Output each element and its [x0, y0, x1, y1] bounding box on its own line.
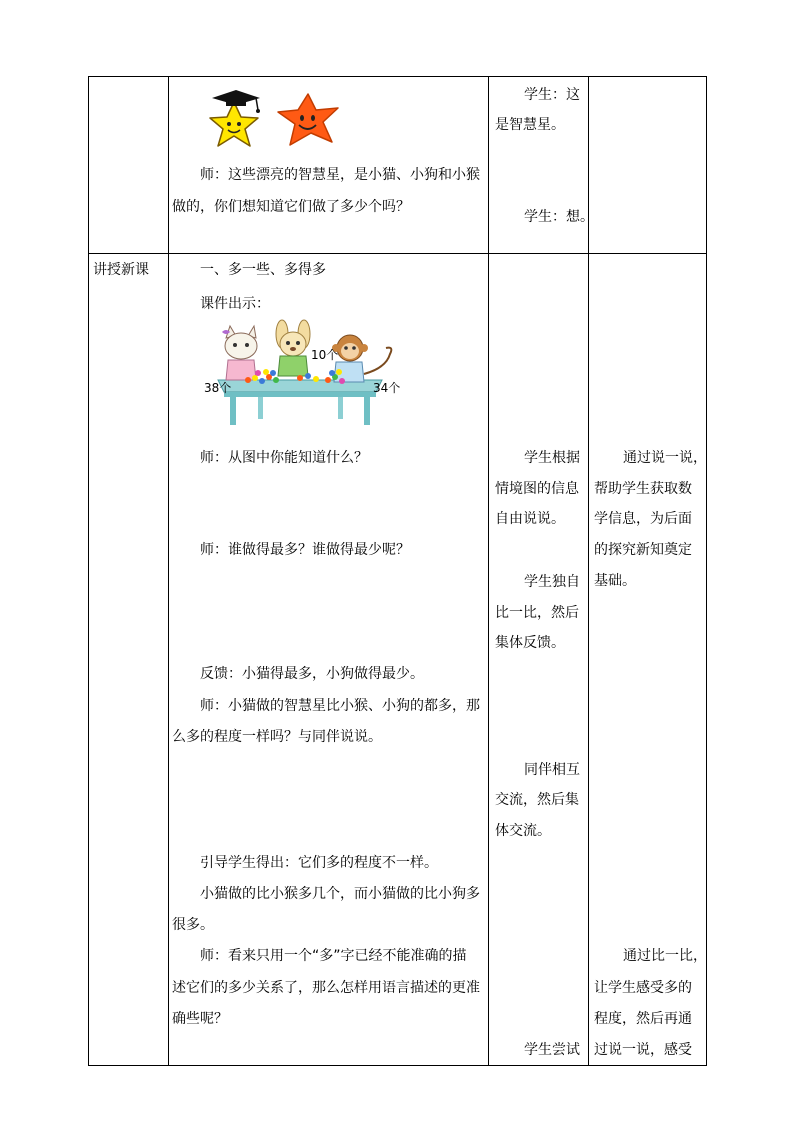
cat-icon	[222, 326, 257, 380]
table-right-border	[706, 76, 707, 1066]
design-intent-line: 帮助学生获取数	[594, 481, 692, 497]
student-activity-line: 比一比，然后	[495, 605, 579, 621]
monkey-icon	[332, 335, 391, 382]
student-response-1b: 是智慧星。	[495, 117, 565, 133]
column-divider-2	[488, 76, 489, 1066]
table-icon	[218, 380, 382, 425]
student-response-1a: 学生：这	[524, 87, 580, 103]
design-intent-line: 程度，然后再通	[594, 1011, 692, 1027]
design-intent-line: 的探究新知奠定	[594, 542, 692, 558]
student-activity-line: 集体反馈。	[495, 635, 565, 651]
dog-count-label: 10个	[311, 348, 339, 362]
teacher-question-line2: 做的，你们想知道它们做了多少个吗？	[172, 199, 410, 215]
lesson-line: 小猫做的比小猴多几个，而小猫做的比小狗多	[200, 886, 480, 902]
table-bottom-border	[88, 1065, 707, 1066]
student-activity-line: 同伴相互	[524, 762, 580, 778]
lesson-line: 师：小猫做的智慧星比小猴、小狗的都多，那	[200, 698, 480, 714]
row-divider	[88, 253, 707, 254]
student-activity-line: 学生独自	[524, 574, 580, 590]
design-intent-line: 通过说一说，	[623, 450, 707, 466]
lesson-line: 确些呢？	[172, 1011, 228, 1027]
student-response-2: 学生：想。	[524, 209, 594, 225]
situation-illustration	[200, 318, 400, 428]
student-activity-line: 学生根据	[524, 450, 580, 466]
student-activity-line: 体交流。	[495, 823, 551, 839]
lesson-line: 述它们的多少关系了，那么怎样用语言描述的更准	[172, 980, 480, 996]
dog-icon	[276, 320, 310, 376]
lesson-line: 师：看来只用一个“多”字已经不能准确的描	[200, 948, 467, 964]
cat-count-label: 38个	[204, 381, 232, 395]
design-intent-line: 让学生感受多的	[594, 980, 692, 996]
orange-star-icon	[278, 94, 338, 145]
student-activity-line: 学生尝试	[524, 1042, 580, 1058]
lesson-line: 很多。	[172, 917, 214, 933]
design-intent-line: 过说一说，感受	[594, 1042, 692, 1058]
lesson-line: 师：从图中你能知道什么？	[200, 450, 368, 466]
design-intent-line: 学信息，为后面	[594, 511, 692, 527]
monkey-count-label: 34个	[373, 381, 401, 395]
design-intent-line: 通过比一比，	[623, 948, 707, 964]
student-activity-line: 情境图的信息	[495, 481, 579, 497]
lesson-line: 引导学生得出：它们多的程度不一样。	[200, 855, 438, 871]
section-label: 讲授新课	[93, 262, 149, 278]
teacher-question-line1: 师：这些漂亮的智慧星，是小猫、小狗和小猴	[200, 167, 480, 183]
student-activity-line: 交流，然后集	[495, 792, 579, 808]
lesson-line: 反馈：小猫得最多，小狗做得最少。	[200, 666, 424, 682]
design-intent-line: 基础。	[594, 573, 636, 589]
student-activity-line: 自由说说。	[495, 511, 565, 527]
yellow-star-icon	[210, 102, 258, 146]
table-top-border	[88, 76, 707, 77]
table-left-border	[88, 76, 89, 1066]
lesson-line: 师：谁做得最多？谁做得最少呢？	[200, 542, 410, 558]
courseware-label: 课件出示：	[200, 296, 270, 312]
wisdom-stars-image	[198, 88, 353, 150]
lesson-line: 么多的程度一样吗？与同伴说说。	[172, 729, 382, 745]
lesson-heading: 一、多一些、多得多	[200, 262, 326, 278]
column-divider-1	[168, 76, 169, 1066]
